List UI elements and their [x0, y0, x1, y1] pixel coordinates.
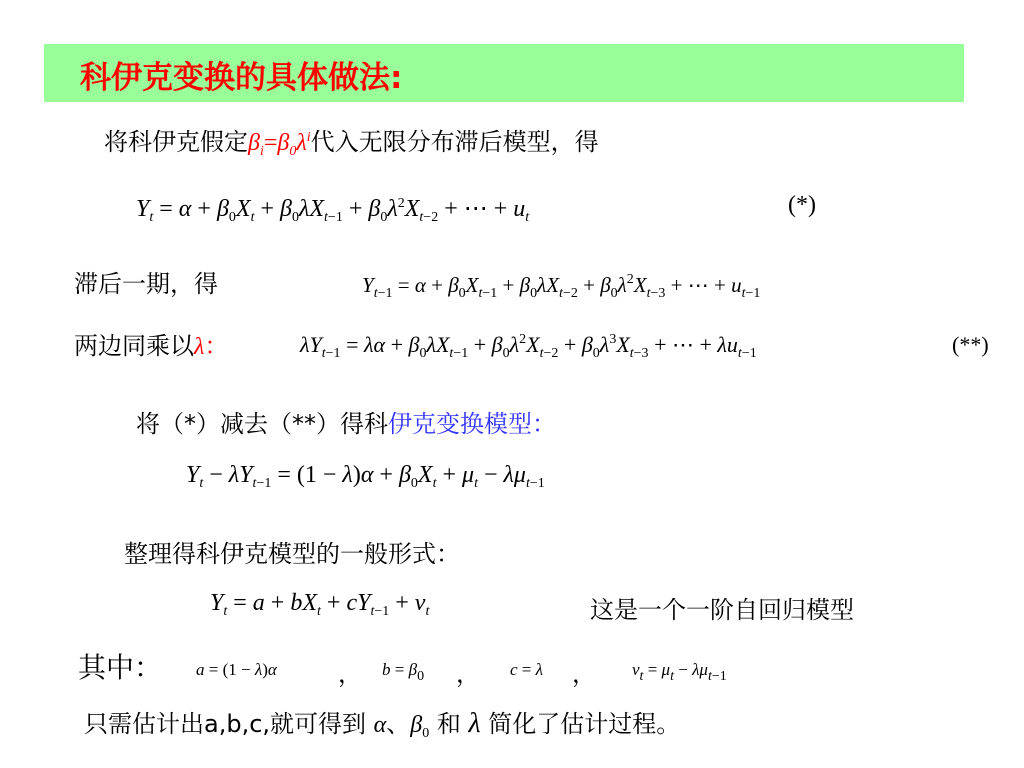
- def-v: $v_t = \mu_t - \lambda\mu_{t-1}$: [632, 660, 727, 684]
- equation-koyck: $Y_t - \lambda Y_{t-1} = (1 - \lambda)\alpha + \beta_0X_t + \mu_t - \lambda\mu_{t-1}$: [186, 462, 545, 491]
- where-label: 其中：: [78, 651, 163, 684]
- alpha-symbol: α: [373, 712, 387, 738]
- conclusion-line: [84, 704, 680, 742]
- beta0-symbol: $\beta_0$: [410, 712, 430, 741]
- lambda-symbol-final: λ: [468, 708, 481, 739]
- multiply-label: [74, 326, 228, 361]
- assumption-suffix: 代入无限分布滞后模型，得: [310, 128, 599, 156]
- equation-general: $Y_t = a + bX_t + cY_{t-1} + v_t$: [210, 590, 430, 619]
- equation-star-label: (*): [788, 192, 816, 218]
- assumption-prefix: 将科伊克假定: [104, 128, 248, 156]
- koyck-model-highlight: 伊克变换模型：: [388, 410, 556, 438]
- conclusion-suffix: 简化了估计过程。: [488, 710, 681, 738]
- subtract-prefix: 将（*）减去（**）得科: [136, 410, 388, 438]
- lag-label: 滞后一期，得: [74, 270, 218, 298]
- page-title: 科伊克变换的具体做法:: [80, 60, 403, 96]
- comma-1: ，: [338, 660, 362, 688]
- def-a: a = (1 − λ)α: [196, 660, 277, 679]
- def-c: c = λ: [510, 660, 544, 679]
- ar-model-note: 这是一个一阶自回归模型: [590, 596, 854, 624]
- conclusion-prefix: 只需估计出a,b,c,就可得到: [84, 710, 367, 738]
- conclusion-and: 和: [436, 710, 461, 738]
- comma-2: ，: [456, 660, 480, 688]
- assumption-line: [104, 122, 599, 160]
- def-b: $b = \beta_0$: [382, 660, 425, 684]
- lambda-symbol: λ: [194, 334, 205, 360]
- comma-3: ，: [572, 660, 596, 688]
- subtract-line: [136, 404, 556, 439]
- equation-lag: $Y_{t-1} = \alpha + \beta_0X_{t-1} + \beta_0\lambda X_{t-2} + \beta_0\lambda^2X_{t-3}$ + ⋯ + $u_{t-1}$: [362, 272, 761, 301]
- assumption-formula: $\beta_i=\beta_0\lambda^i$: [248, 130, 311, 159]
- multiply-label-text: 两边同乘以: [74, 332, 194, 360]
- conclusion-sep: 、: [386, 710, 411, 738]
- equation-dstar-label: (**): [952, 332, 989, 357]
- multiply-label-colon: ：: [204, 332, 229, 360]
- general-form-label: 整理得科伊克模型的一般形式：: [124, 540, 460, 568]
- equation-star: $Y_t = \alpha + \beta_0X_t + \beta_0\lambda X_{t-1} + \beta_0\lambda^2X_{t-2}$ + ⋯ + $u_t$: [136, 196, 530, 225]
- equation-dstar: $\lambda Y_{t-1} = \lambda\alpha + \beta_0\lambda X_{t-1} + \beta_0\lambda^2X_{t-2} + \beta_0\lambda^3X_{t-3}$ + ⋯ + $\lambda u_{t-1}$: [300, 332, 757, 361]
